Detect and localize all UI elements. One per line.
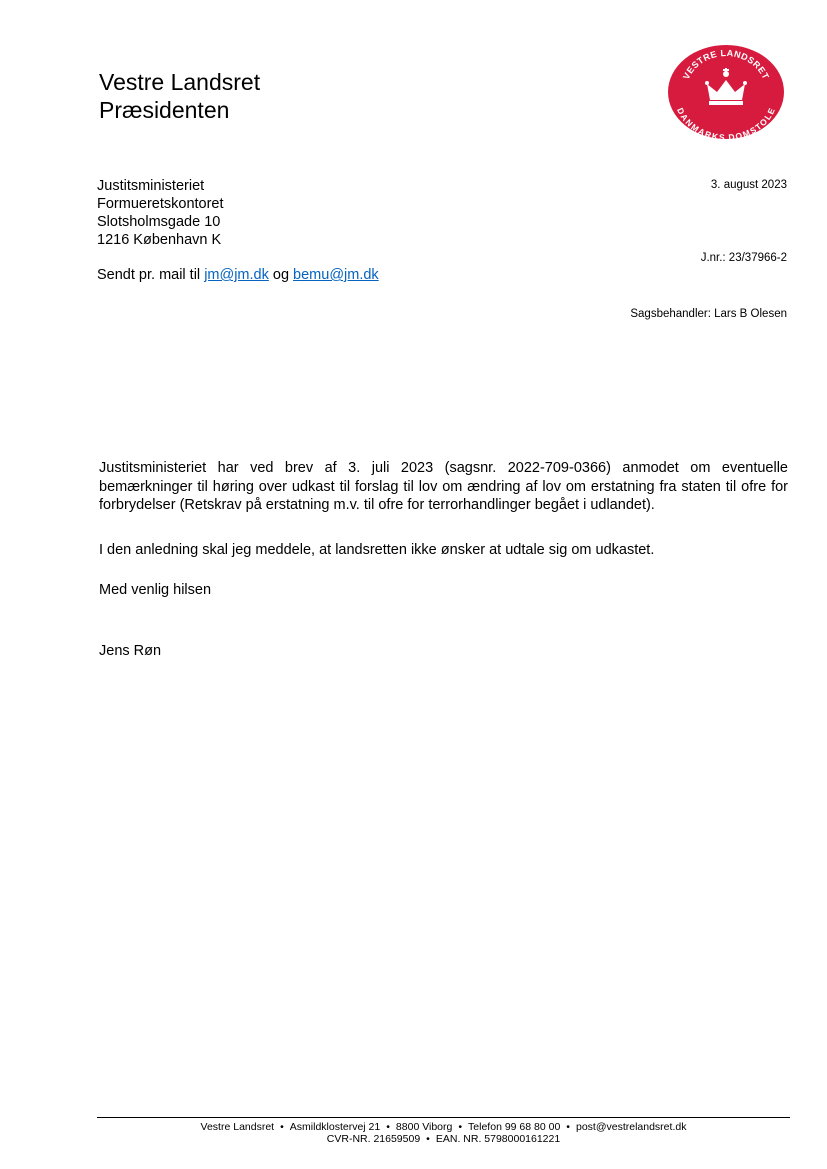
office-name: Præsidenten: [99, 97, 230, 123]
seal-top-text: VESTRE LANDSRET: [680, 47, 772, 82]
recipient-address: [97, 177, 224, 249]
court-name: Vestre Landsret: [99, 69, 261, 95]
footer-court-name: Vestre Landsret: [200, 1121, 275, 1133]
signer-name: Jens Røn: [99, 643, 162, 659]
footer-divider: [97, 1117, 790, 1118]
footer-registration-line: [97, 1133, 790, 1146]
footer-phone: Telefon 99 68 80 00: [468, 1121, 561, 1133]
journal-number: J.nr.: 23/37966-2: [700, 252, 787, 264]
sent-by-conjunction: og: [268, 267, 294, 283]
recipient-line: Justitsministeriet: [97, 178, 205, 194]
footer-address: Asmildklostervej 21: [289, 1121, 381, 1133]
bullet-separator: •: [280, 1121, 284, 1133]
bullet-separator: •: [566, 1121, 570, 1133]
footer-city: 8800 Viborg: [395, 1121, 453, 1133]
bullet-separator: •: [458, 1121, 463, 1133]
court-seal-logo: [667, 44, 785, 140]
sent-by-mail-line: [97, 266, 379, 284]
closing-salutation: Med venlig hilsen: [99, 582, 212, 598]
recipient-line: 1216 København K: [97, 232, 222, 248]
letter-date: 3. august 2023: [710, 179, 787, 191]
footer-email: post@vestrelandsret.dk: [575, 1121, 687, 1133]
footer-ean: EAN. NR. 5798000161221: [435, 1133, 561, 1145]
seal-bottom-text: DANMARKS DOMSTOLE: [675, 106, 777, 140]
bullet-separator: •: [426, 1133, 430, 1145]
footer-cvr: CVR-NR. 21659509: [326, 1133, 421, 1145]
case-handler: Sagsbehandler: Lars B Olesen: [630, 308, 787, 320]
bullet-separator: •: [386, 1121, 390, 1133]
sent-by-prefix: Sendt pr. mail til: [97, 267, 205, 283]
email-link-jm[interactable]: jm@jm.dk: [204, 267, 269, 283]
letterhead-title: [99, 68, 260, 124]
body-paragraph-1: Justitsministeriet har ved brev af 3. juli 2023 (sagsnr. 2022-709-0366) anmodet om eventuelle bemærkninger til høring over udkast til forslag til lov om ændring af lov om erstatning fra staten til ofre for forbrydelser (Retskrav på erstatning m.v. til ofre for terrorhandlinger begået i udlandet).: [99, 460, 788, 513]
email-link-bemu[interactable]: bemu@jm.dk: [293, 267, 379, 283]
recipient-line: Formueretskontoret: [97, 196, 224, 212]
body-paragraph-2: I den anledning skal jeg meddele, at landsretten ikke ønsker at udtale sig om udkastet.: [99, 542, 655, 558]
recipient-line: Slotsholmsgade 10: [97, 214, 221, 230]
